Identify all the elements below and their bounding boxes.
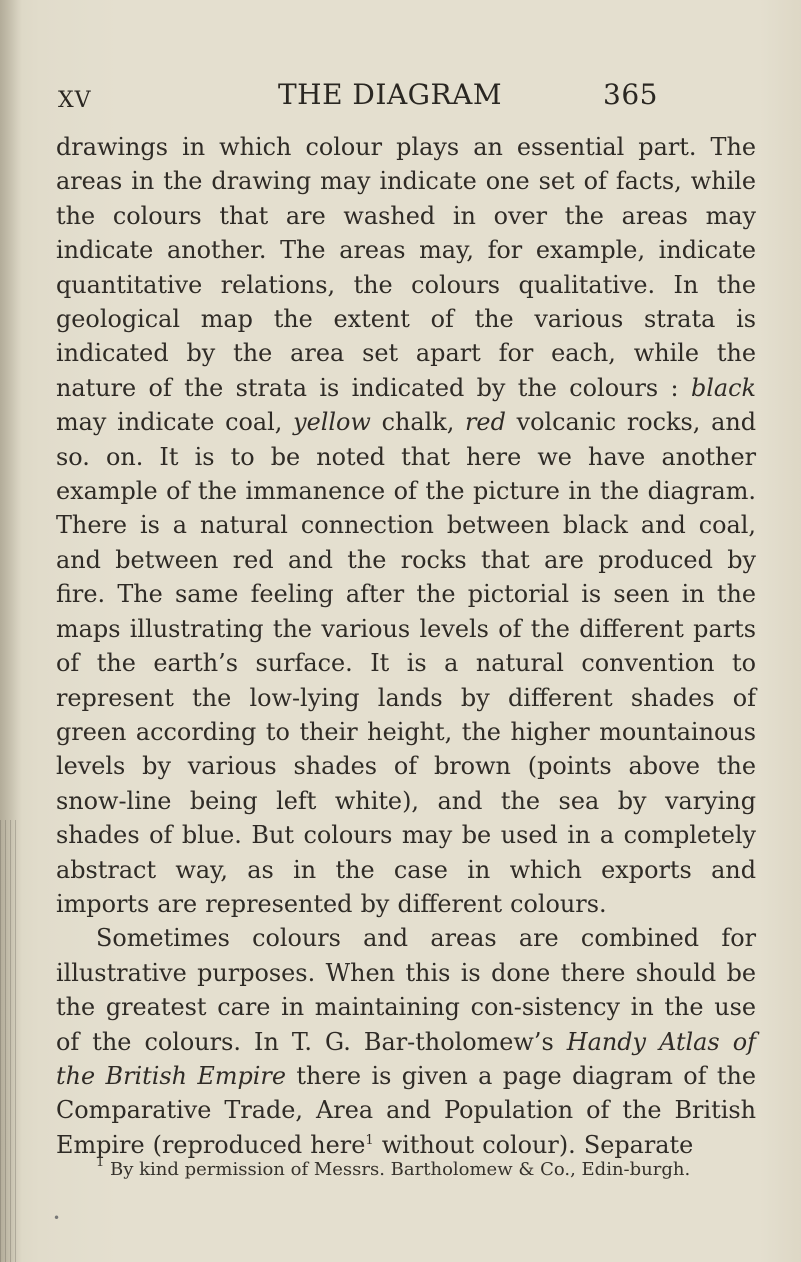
paragraph-1 [56, 130, 756, 921]
running-header [0, 78, 801, 118]
text-run: without colour). Separate [373, 1130, 694, 1159]
footnote-reference: 1 [365, 1132, 374, 1148]
ink-speck: • [53, 1211, 61, 1225]
book-title: Handy Atlas of the British Empire [56, 1027, 756, 1090]
running-title: THE DIAGRAM [278, 78, 503, 111]
footnote-mark: 1 [96, 1155, 105, 1170]
page-number: 365 [603, 78, 658, 111]
text-run: Sometimes colours and areas are combined for illustrative purposes. When this is done there should be the greatest care in maintaining con-sistency in the use of the colours. In T. G. Bar-tholomew’s [56, 924, 756, 1056]
text-run: volcanic rocks, and so. on. It is to be noted that here we have another example of the immanence of the picture in the diagram. There is a natural connection between black and coal, and between red and the rocks that are produced by fire. The same feeling after the pictorial is seen in the maps illustrating the various levels of the different parts of the earth’s surface. It is a natural convention to represent the low-lying lands by different shades of green according to their height, the higher mountainous levels by various shades of brown (points above the snow-line being left white), and the sea by varying shades of blue. But colours may be used in a completely abstract way, as in the case in which exports and imports are represented by different colours. [56, 408, 756, 918]
signature-mark: XV [58, 88, 92, 113]
paragraph-2 [56, 921, 756, 1162]
binding-edge [0, 820, 18, 1262]
text-run: drawings in which colour plays an essential part. The areas in the drawing may indicate one set of facts, while the colours that are washed in over the areas may indicate another. The areas may, for example, indicate quantitative relations, the colours qualitative. In the geological map the extent of the various strata is indicated by the area set apart for each, while the nature of the strata is indicated by the colours : [56, 133, 756, 402]
italic-word-black: black [690, 373, 756, 402]
footnote-text: By kind permission of Messrs. Bartholomew & Co., Edin-burgh. [104, 1159, 691, 1180]
italic-word-yellow: yellow [293, 408, 371, 437]
text-run: there is given a page diagram of the Comparative Trade, Area and Population of the British Empire (reproduced here [56, 1061, 756, 1159]
text-run: may indicate coal, [56, 408, 294, 437]
text-run: chalk, [370, 408, 466, 437]
italic-word-red: red [465, 408, 506, 437]
footnote [56, 1155, 756, 1182]
main-text [56, 130, 756, 1162]
